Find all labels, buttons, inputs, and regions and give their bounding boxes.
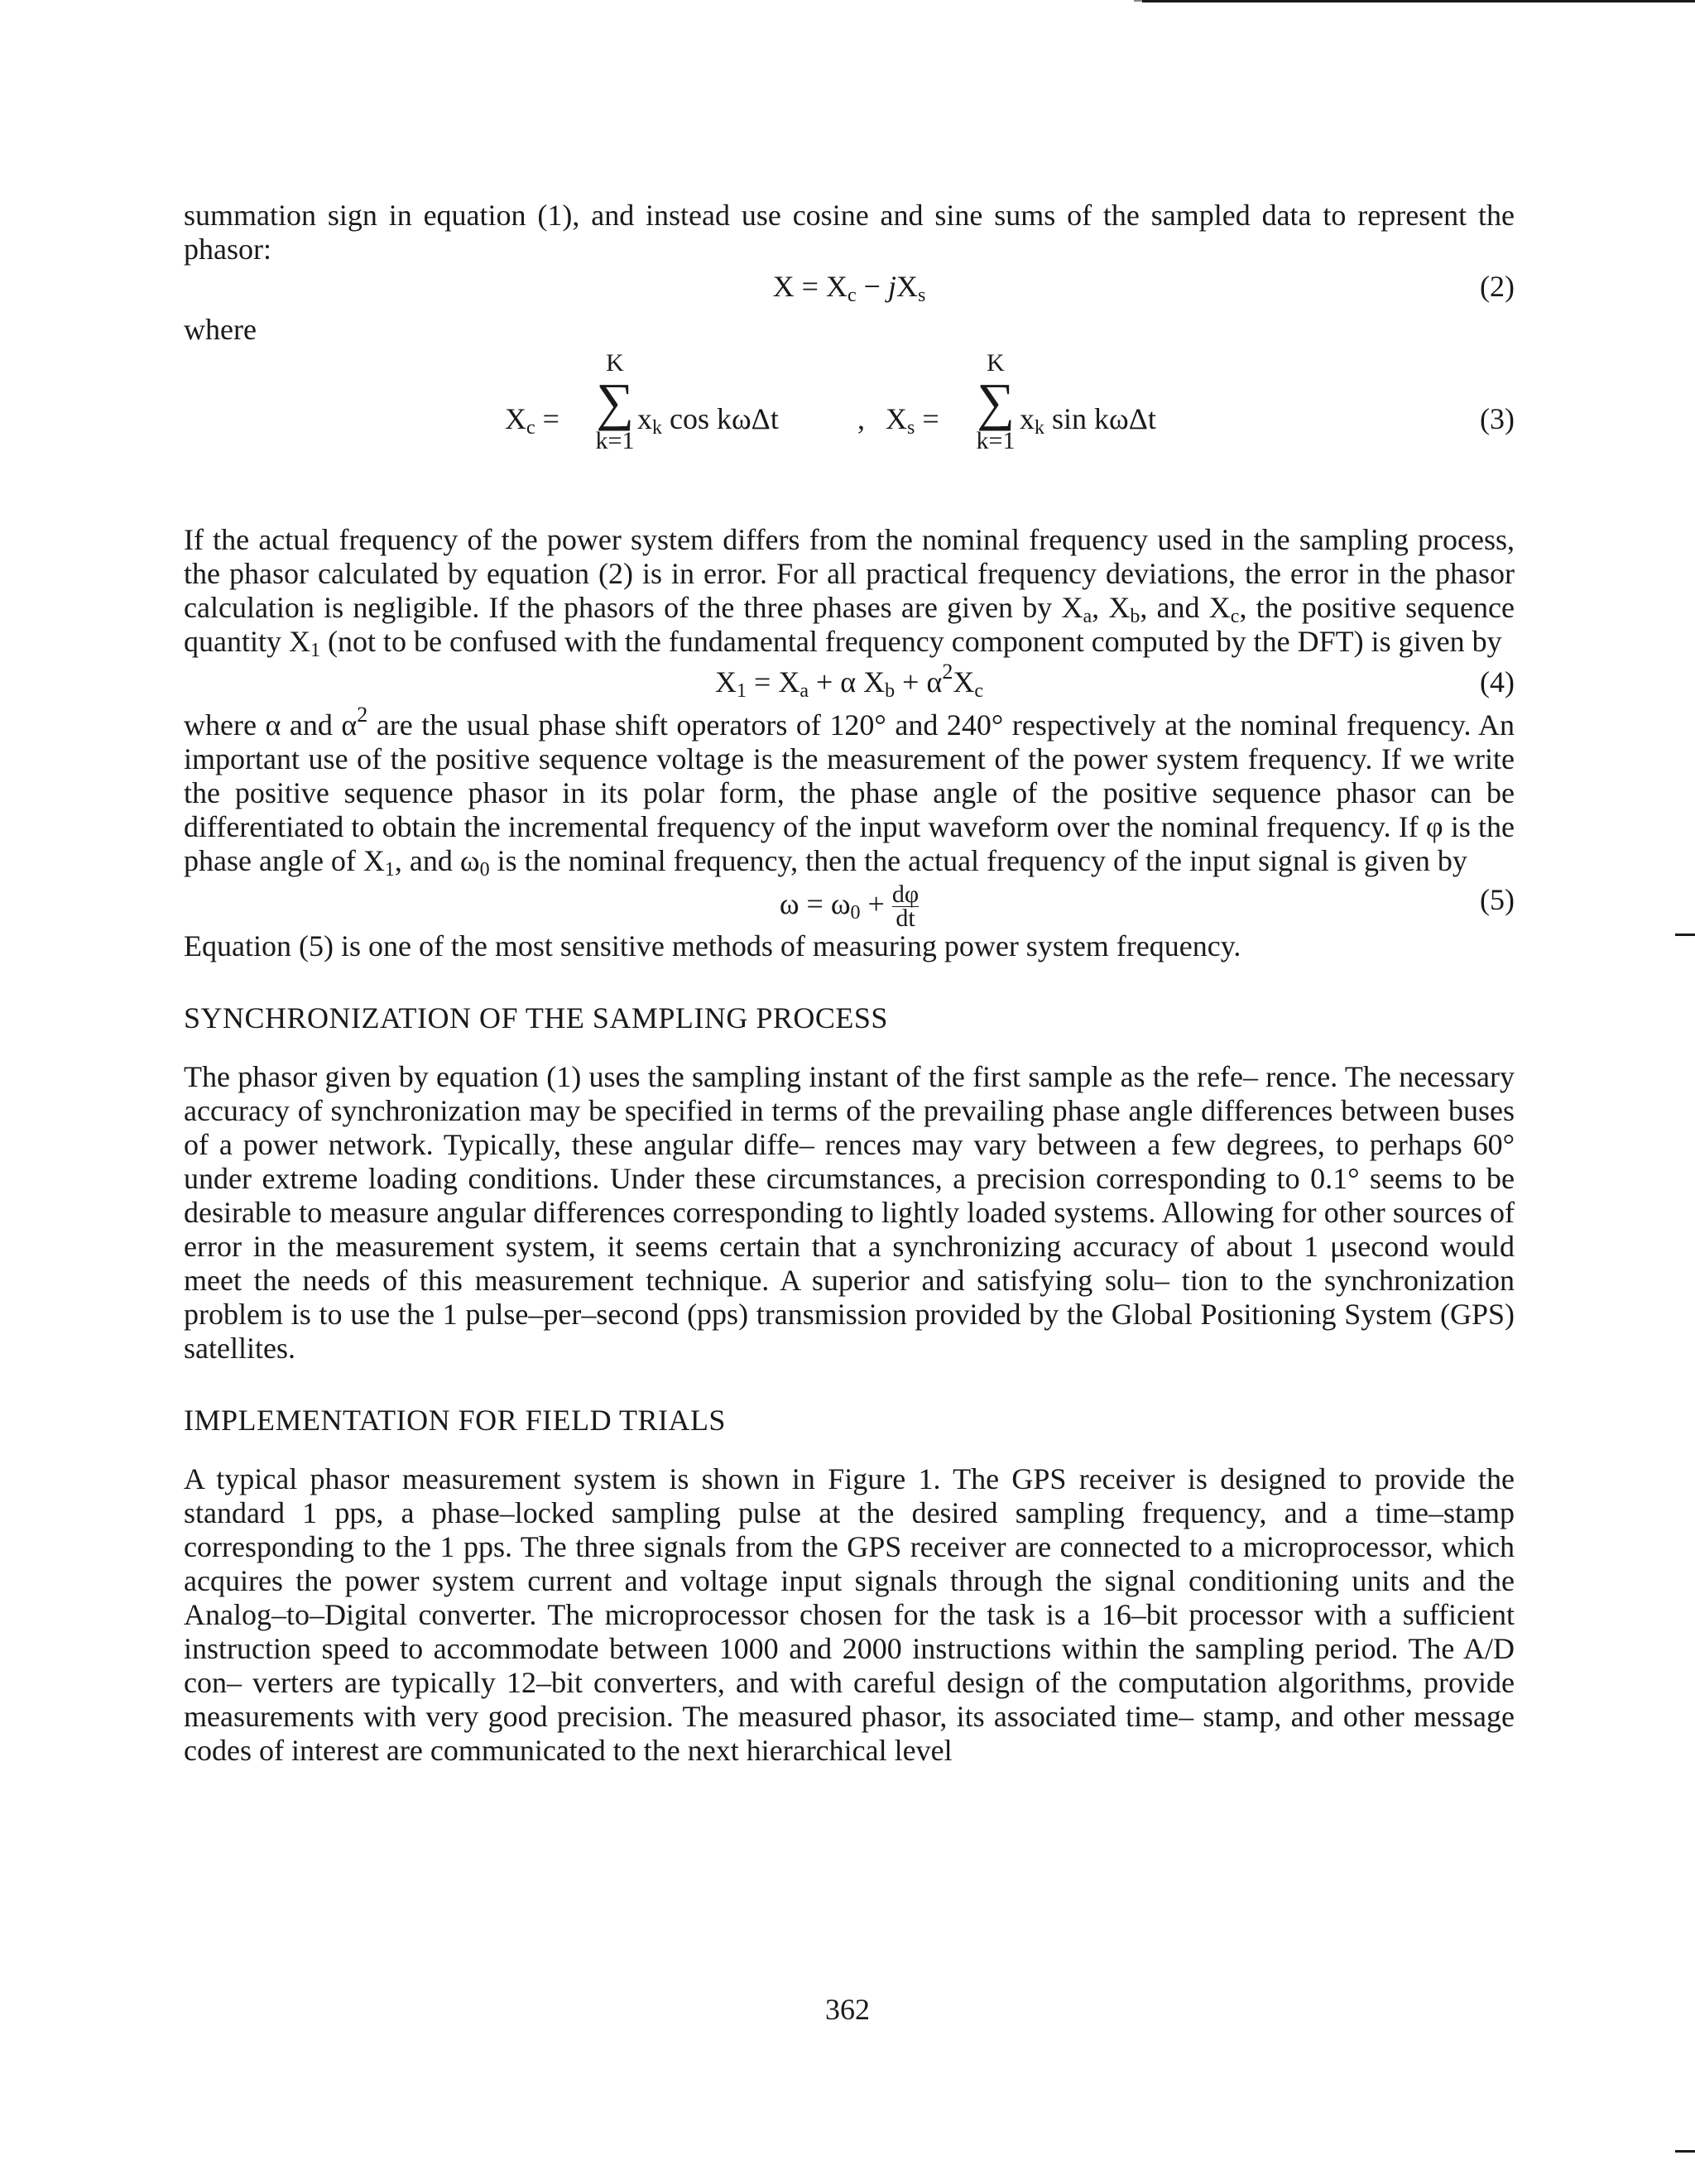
- equation-4: $X_1 = X_a + \alpha$ $X_b + \alpha^2X_c$ (4): [715, 660, 1515, 702]
- scan-margin-mark: [1675, 2150, 1695, 2153]
- paragraph-intro: summation sign in equation (1), and instead use cosine and sine sums of the sampled data to represent the phasor:: [184, 199, 1515, 266]
- equation-number: (5): [1480, 883, 1515, 916]
- paragraph-positive-sequence: where α and $\alpha^2$ are the usual phase shift operators of 120° and 240° respectively at the nominal frequency. An important use of the positive sequence voltage is the measurement of the power system frequency. If we write the positive sequence phasor in its polar form, the phase angle of the positive sequence phasor can be differentiated to obtain the incremental frequency of the input waveform over the nominal frequency. If φ is the phase angle of $X_1$, and $\omega_0$ is the nominal frequency, then the actual frequency of the input signal is given by: [184, 703, 1515, 881]
- paragraph-frequency-error: If the actual frequency of the power system differs from the nominal frequency used in the sampling process, the phasor calculated by equation (2) is in error. For all practical frequency deviations, the error in the phasor calculation is negligible. If the phasors of the three phases are given by $X_a$, $X_b$, and $X_c$, the positive sequence quantity $X_1$ (not to be confused with the fundamental frequency component computed by the DFT) is given by: [184, 523, 1515, 661]
- equation-2: $X = X_c - jX_s$ (2): [772, 270, 1515, 306]
- scan-edge-rule: [1142, 0, 1695, 2]
- section-heading-synchronization: SYNCHRONIZATION OF THE SAMPLING PROCESS: [184, 1001, 888, 1034]
- equation-number: (2): [1480, 270, 1515, 303]
- paragraph-synchronization: The phasor given by equation (1) uses the sampling instant of the first sample as the refe– rence. The necessary accuracy of synchronization may be specified in terms of the prevailing phase angle differences between buses of a power network. Typically, these angular diffe– rences may vary between a few degrees, to perhaps 60° under extreme loading conditions. Under these circumstances, a precision corresponding to 0.1° seems to be desirable to measure angular differences corresponding to lightly loaded systems. Allowing for other sources of error in the measurement system, it seems certain that a synchronizing accuracy of about 1 μsecond would meet the needs of this measurement technique. A superior and satisfying solu– tion to the synchronization problem is to use the 1 pulse–per–second (pps) transmission provided by the Global Positioning System (GPS) satellites.: [184, 1060, 1515, 1365]
- section-heading-implementation: IMPLEMENTATION FOR FIELD TRIALS: [184, 1404, 726, 1437]
- paragraph-equation5-note: Equation (5) is one of the most sensitive methods of measuring power system frequency.: [184, 929, 1241, 962]
- summation-symbol: K ∑ k=1: [976, 349, 1016, 454]
- equation-3: $X_c$ = K ∑ k=1 $x_k$ cos kωΔt , $X_s$ = K ∑ k=1 $x_k$ sin kωΔt (3): [505, 349, 1515, 454]
- equation-5: $\omega = \omega_0$ + $\frac{d\varphi}{dt}$ (5): [779, 881, 1515, 932]
- scan-margin-mark: [1675, 934, 1695, 936]
- paragraph-implementation: A typical phasor measurement system is shown in Figure 1. The GPS receiver is designed to provide the standard 1 pps, a phase–locked sampling pulse at the desired sampling frequency, and a time–stamp corresponding to the 1 pps. The three signals from the GPS receiver are connected to a microprocessor, which acquires the power system current and voltage input signals through the signal conditioning units and the Analog–to–Digital converter. The microprocessor chosen for the task is a 16–bit processor with a sufficient instruction speed to accommodate between 1000 and 2000 instructions within the sampling period. The A/D con– verters are typically 12–bit converters, and with careful design of the computation algorithms, provide measurements with very good precision. The measured phasor, its associated time– stamp, and other message codes of interest are communicated to the next hierarchical level: [184, 1462, 1515, 1767]
- equation-number: (3): [1480, 402, 1515, 435]
- equation-number: (4): [1480, 665, 1515, 698]
- where-label: where: [184, 313, 257, 346]
- page-content: [184, 199, 1515, 1768]
- fraction: $\frac{d\varphi}{dt}$: [891, 881, 920, 932]
- summation-symbol: K ∑ k=1: [595, 349, 635, 454]
- page-number: 362: [825, 1993, 870, 2026]
